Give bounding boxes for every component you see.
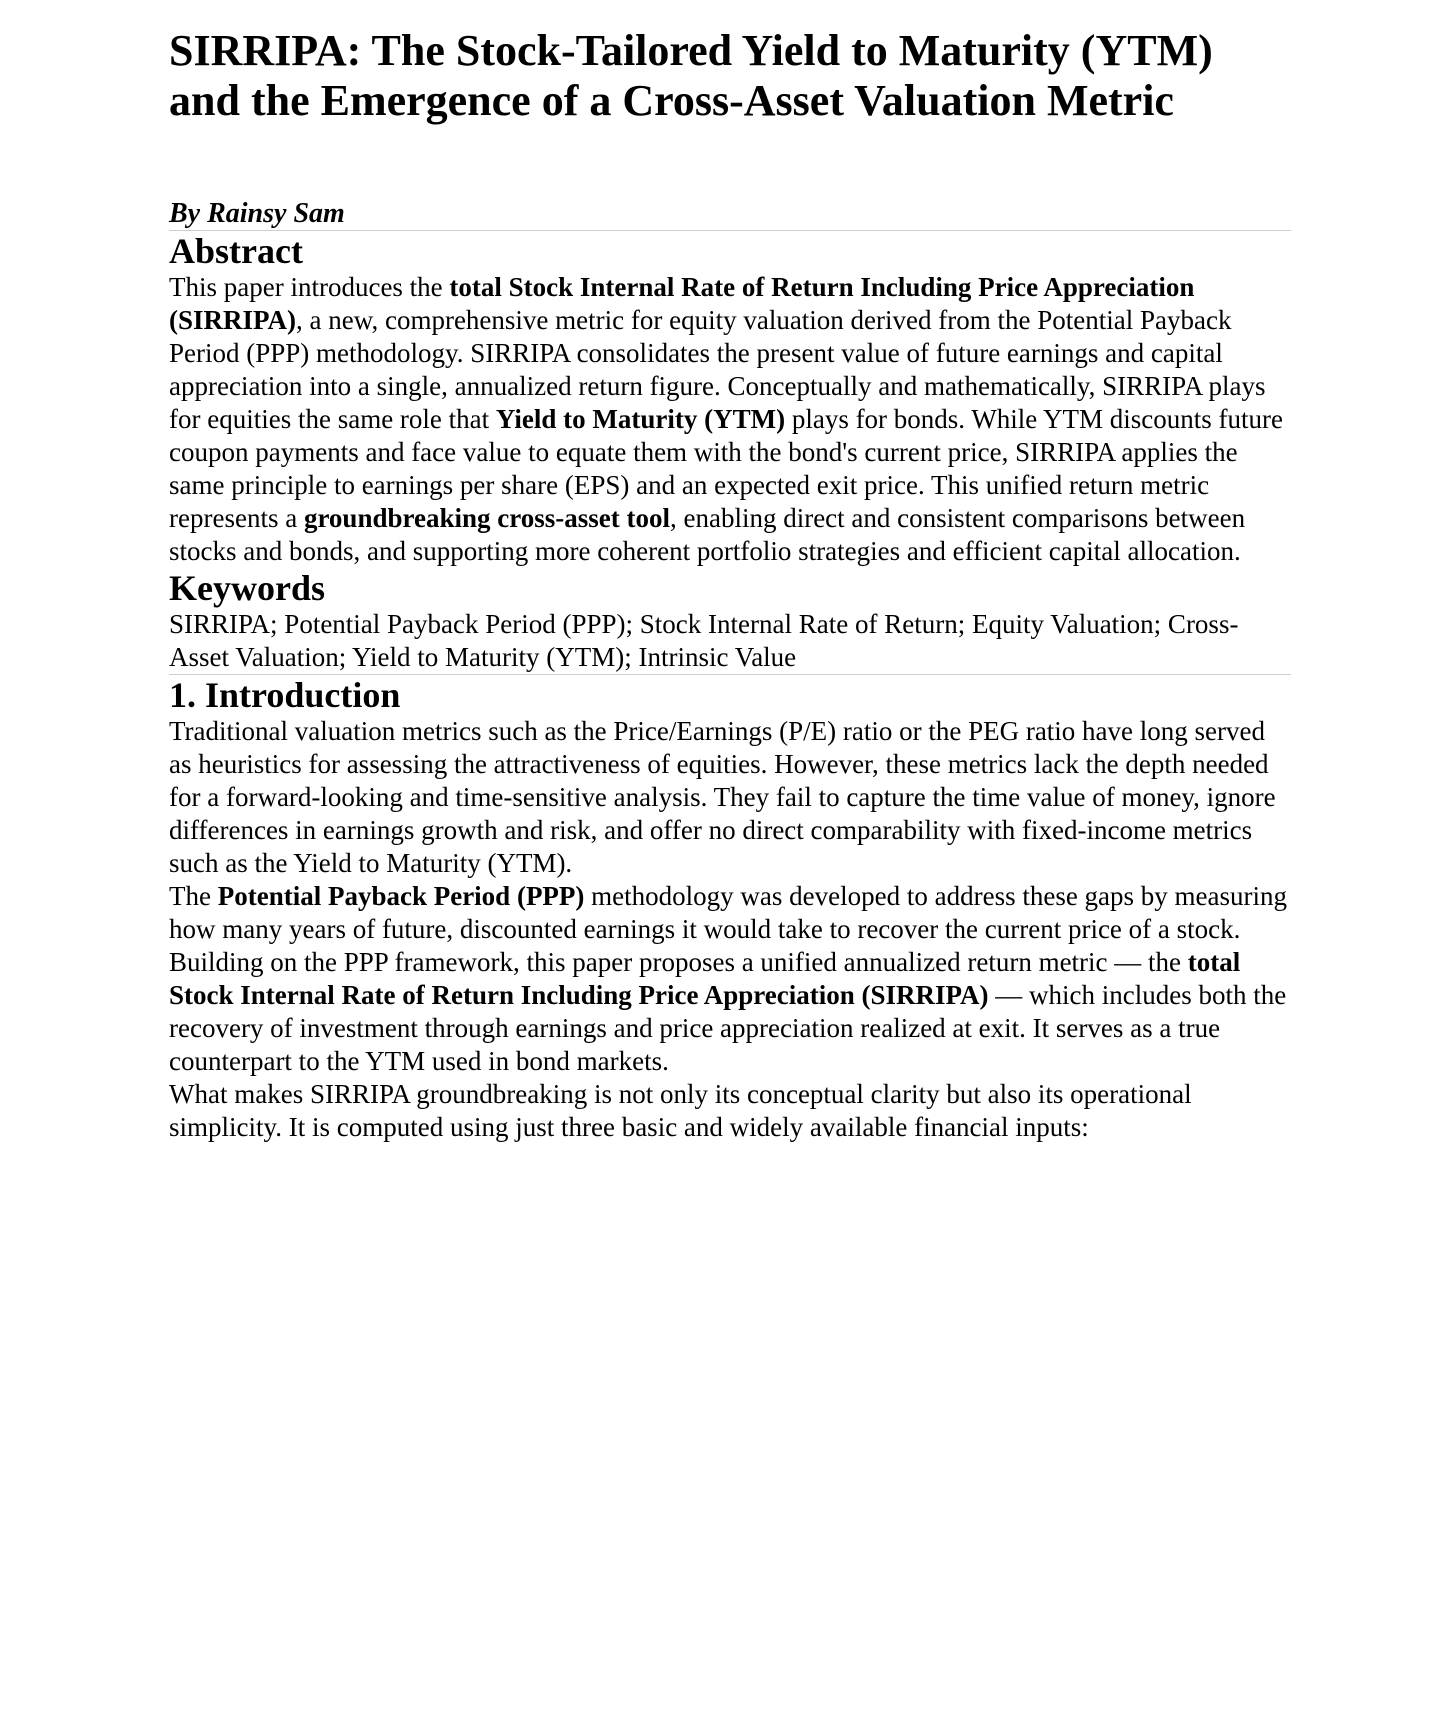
abstract-bold-term: groundbreaking cross-asset tool — [303, 503, 670, 533]
introduction-paragraph-1: Traditional valuation metrics such as the Price/Earnings (P/E) ratio or the PEG ratio have long served as heuristics for assessing the attractiveness of equities. However, these metrics lack the depth needed for a forward-looking and time-sensitive analysis. They fail to capture the time value of money, ignore differences in earnings growth and risk, and offer no direct comparability with fixed-income metrics such as the Yield to Maturity (YTM). — [169, 716, 1276, 878]
abstract-text-run: plays for bonds. While YTM discounts future coupon payments and face value to equate them with the bond's current price, SIRRIPA applies the same principle to earnings per share (EPS) and an expected exit price. This unified return metric represents a — [169, 404, 1284, 533]
intro-text-run: The — [169, 881, 218, 911]
abstract-bold-term: total Stock Internal Rate of Return Including Price Appreciation (SIRRIPA) — [169, 272, 1195, 335]
keywords-heading: Keywords — [169, 568, 325, 608]
abstract-bold-term: Yield to Maturity (YTM) — [495, 404, 786, 434]
intro-bold-term: Potential Payback Period (PPP) — [217, 881, 585, 911]
intro-bold-term: total Stock Internal Rate of Return Including Price Appreciation (SIRRIPA) — [169, 947, 1241, 1010]
author-byline: By Rainsy Sam — [169, 198, 345, 229]
intro-text-run: methodology was developed to address these gaps by measuring how many years of future, discounted earnings it would take to recover the current price of a stock. Building on the PPP framework, this paper proposes a unified annualized return metric — the — [169, 881, 1288, 977]
intro-text-run: — which includes both the recovery of investment through earnings and price appreciation realized at exit. It serves as a true counterpart to the YTM used in bond markets. — [169, 980, 1287, 1076]
keywords-text: SIRRIPA; Potential Payback Period (PPP); Stock Internal Rate of Return; Equity Valuation; Cross-Asset Valuation; Yield to Maturity (YTM); Intrinsic Value — [169, 609, 1239, 672]
abstract-heading: Abstract — [169, 231, 303, 271]
paper-title — [169, 26, 1290, 126]
introduction-heading: 1. Introduction — [169, 675, 401, 715]
introduction-paragraph-2 — [169, 880, 1290, 1078]
abstract-text-run: This paper introduces the — [169, 272, 450, 302]
introduction-paragraph-3: What makes SIRRIPA groundbreaking is not only its conceptual clarity but also its operational simplicity. It is computed using just three basic and widely available financial inputs: — [169, 1079, 1192, 1142]
title-line-1: SIRRIPA: The Stock-Tailored Yield to Maturity (YTM) — [169, 26, 1213, 75]
abstract-text — [169, 271, 1290, 568]
abstract-text-run: , enabling direct and consistent comparisons between stocks and bonds, and supporting more coherent portfolio strategies and efficient capital allocation. — [169, 503, 1246, 566]
abstract-text-run: , a new, comprehensive metric for equity valuation derived from the Potential Payback Period (PPP) methodology. SIRRIPA consolidates the present value of future earnings and capital appreciation into a single, annualized return figure. Conceptually and mathematically, SIRRIPA plays for equities the same role that — [169, 305, 1266, 434]
title-line-2: and the Emergence of a Cross-Asset Valuation Metric — [169, 76, 1174, 125]
